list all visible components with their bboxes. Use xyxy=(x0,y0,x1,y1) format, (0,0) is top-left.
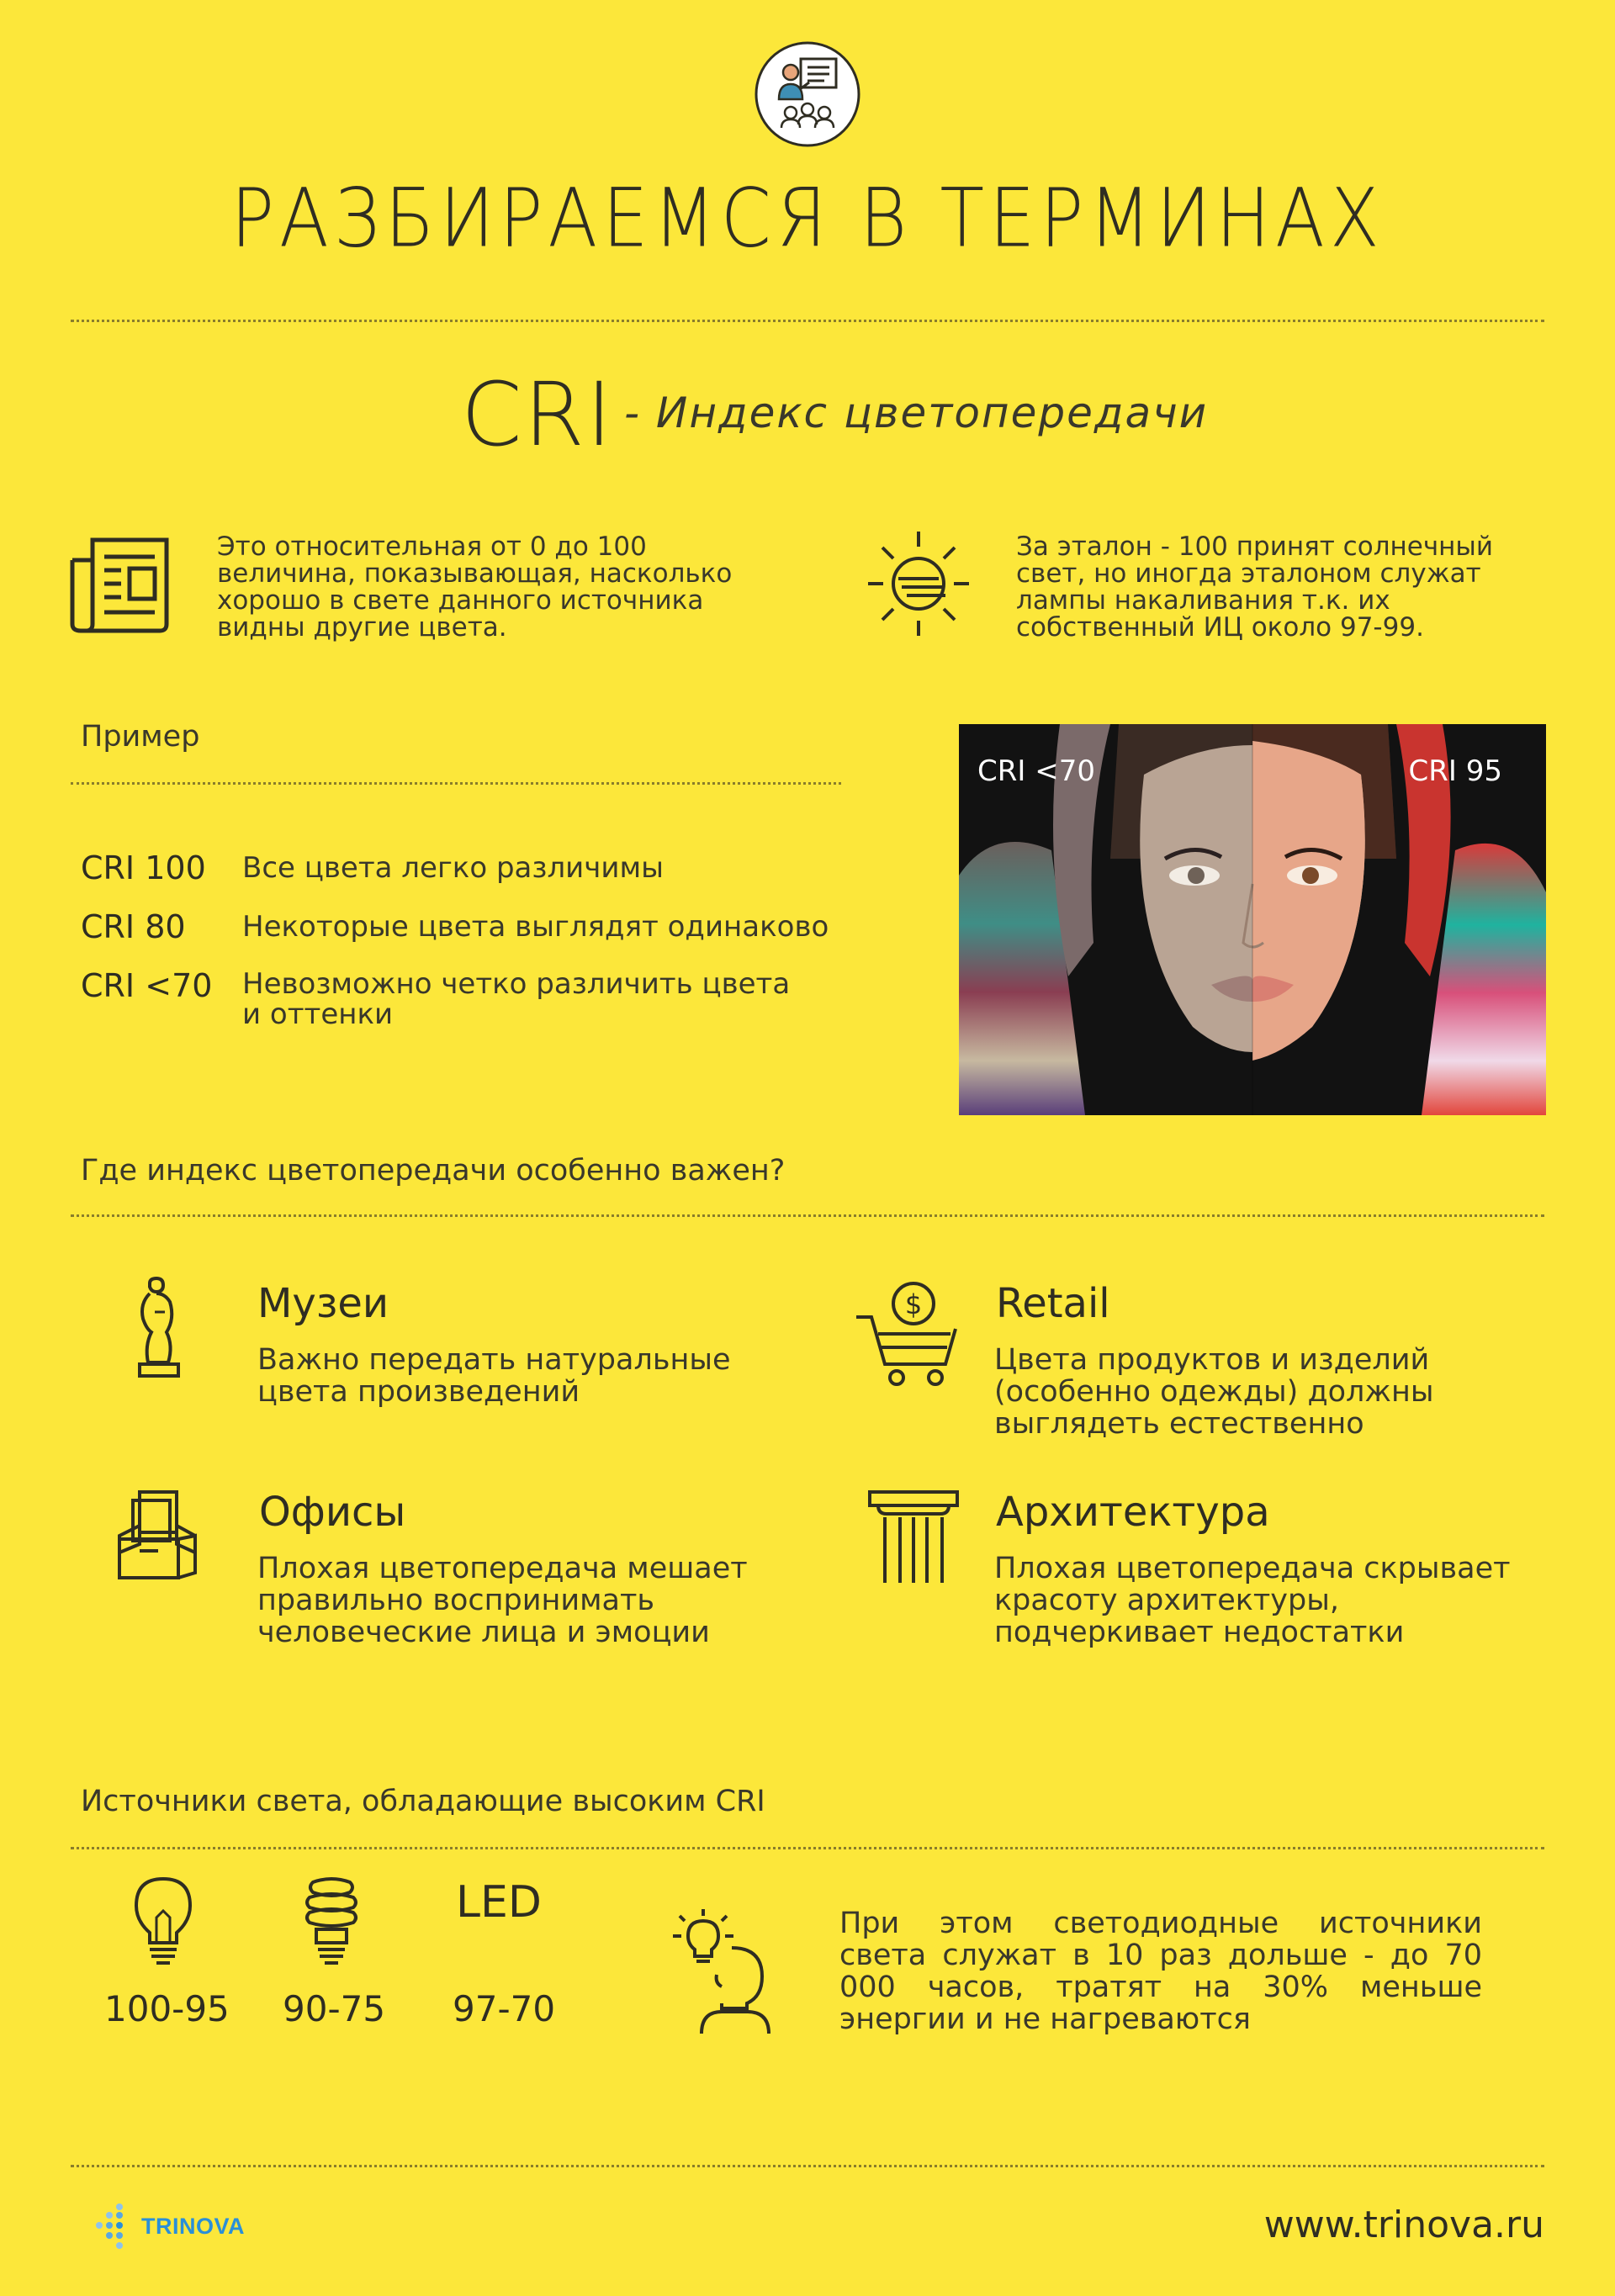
importance-text: Важно передать натуральные цвета произведений xyxy=(257,1343,731,1409)
example-value: Все цвета легко различимы xyxy=(242,851,664,885)
term-abbr: CRI xyxy=(461,363,614,466)
example-value: Некоторые цвета выглядят одинаково xyxy=(242,910,829,944)
divider xyxy=(71,1214,1544,1217)
importance-label: Где индекс цветопередачи особенно важен? xyxy=(81,1154,786,1188)
sources-label: Источники света, обладающие высоким CRI xyxy=(81,1785,765,1818)
source-range: 100-95 xyxy=(104,1988,230,2029)
source-range: 90-75 xyxy=(283,1988,386,2029)
importance-text: Плохая цветопередача мешает правильно воспринимать человеческие лица и эмоции xyxy=(257,1552,748,1649)
divider xyxy=(71,2165,1544,2167)
importance-text: Цвета продуктов и изделий (особенно одежды) должны выглядеть естественно xyxy=(994,1343,1434,1441)
example-key: CRI <70 xyxy=(81,967,213,1004)
trinova-logo-mark-icon xyxy=(89,2202,138,2249)
example-key: CRI 80 xyxy=(81,908,186,945)
cri-comparison-photo xyxy=(959,724,1546,1115)
lightbulb-icon xyxy=(133,1875,193,1965)
shopping-cart-icon xyxy=(855,1280,961,1388)
idea-person-icon xyxy=(670,1909,787,2035)
logo-text: TRINOVA xyxy=(141,2214,245,2239)
photo-left-label: CRI <70 xyxy=(977,754,1095,788)
divider xyxy=(71,320,1544,322)
box-icon xyxy=(114,1489,199,1581)
svg-text:$: $ xyxy=(904,1288,923,1320)
column-icon xyxy=(866,1489,961,1590)
importance-title: Офисы xyxy=(259,1489,406,1536)
page-title: РАЗБИРАЕМСЯ В ТЕРМИНАХ xyxy=(230,172,1385,266)
newspaper-icon xyxy=(69,537,170,634)
importance-title: Музеи xyxy=(257,1280,389,1327)
site-url[interactable]: www.trinova.ru xyxy=(1263,2203,1544,2246)
source-range: 97-70 xyxy=(453,1988,556,2029)
statue-icon xyxy=(131,1278,187,1379)
intro-right-text: За эталон - 100 принят солнечный свет, но иногда эталоном служат лампы накаливания т.к. их собственный ИЦ около 97-99. xyxy=(1016,532,1494,643)
photo-right-label: CRI 95 xyxy=(1408,754,1502,788)
example-key: CRI 100 xyxy=(81,849,206,886)
importance-title: Архитектура xyxy=(996,1489,1270,1536)
divider xyxy=(71,1847,1544,1849)
divider xyxy=(71,782,841,785)
intro-left-text: Это относительная от 0 до 100 величина, показывающая, насколько хорошо в свете данного источника видны другие цвета. xyxy=(217,532,733,643)
example-label: Пример xyxy=(81,720,200,754)
presenter-icon xyxy=(754,40,861,148)
sources-note: При этом светодиодные источники света служат в 10 раз дольше - до 70 000 часов, тратят на 30% меньше энергии и не нагреваются xyxy=(839,1907,1482,2036)
term-definition: - Индекс цветопередачи xyxy=(624,389,1209,437)
source-name: LED xyxy=(456,1877,542,1928)
importance-title: Retail xyxy=(996,1280,1110,1327)
importance-text: Плохая цветопередача скрывает красоту архитектуры, подчеркивает недостатки xyxy=(994,1552,1511,1649)
example-value: Невозможно четко различить цвета и оттенки xyxy=(242,967,791,1031)
sun-icon xyxy=(868,528,969,637)
trinova-logo[interactable] xyxy=(89,2202,283,2249)
cfl-bulb-icon xyxy=(301,1875,362,1965)
